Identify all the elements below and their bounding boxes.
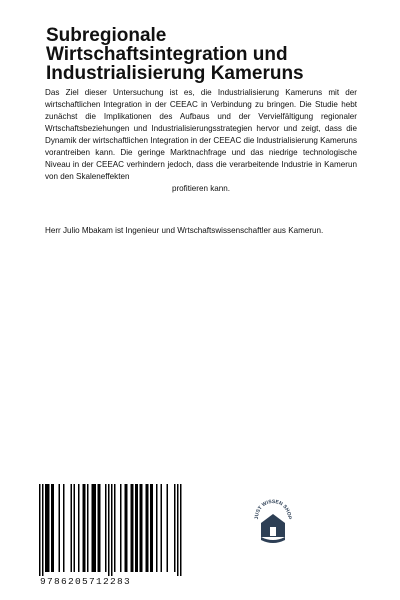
barcode-bar [131, 484, 133, 572]
barcode-bar [83, 484, 85, 572]
barcode-bar [167, 484, 169, 572]
barcode-bar [42, 484, 44, 576]
barcode-bar [63, 484, 65, 572]
book-title-line-3: Industrialisierung Kameruns [46, 63, 304, 84]
barcode-bar [98, 484, 100, 572]
barcode-bar [84, 484, 86, 572]
isbn-barcode [36, 484, 184, 589]
barcode-bar [51, 484, 53, 572]
barcode-bar [59, 484, 61, 572]
barcode-bar [137, 484, 139, 572]
barcode-bar [125, 484, 127, 572]
book-title [46, 26, 366, 83]
book-blurb-main: Das Ziel dieser Untersuchung ist es, die Industrialisierung Kameruns mit der wirtschaftlichen Integration in der CEEAC in Verbindung zu bringen. Die Studie hebt zunächst die Implikationen des Aufbaus und der Vervielfältigung regionaler Wrtschaftsbeziehungen und Industrialisierungsstrategien hervor und zeigt, dass die Dynamik der wirtschaftlichen Integration in der CEEAC die Industrialisierung Kameruns vorantreiben kann. Die geringe Marktnachfrage und das niedrige technologische Niveau in der CEEAC verhindern jedoch, dass die verarbeitende Industrie in Kamerun von den Skaleneffekten [45, 88, 357, 181]
book-blurb [45, 87, 357, 195]
barcode-bars [36, 484, 184, 576]
barcode-bar [126, 484, 128, 572]
barcode-bar [74, 484, 76, 572]
book-blurb-last-line: profitieren kann. [171, 184, 231, 193]
publisher-logo-text: JUST WISSEN SHOP [253, 498, 293, 520]
barcode-bar [150, 484, 152, 572]
barcode-bar [135, 484, 137, 572]
barcode-bar [92, 484, 94, 572]
barcode-bar [146, 484, 148, 572]
barcode-bar [114, 484, 116, 572]
barcode-bar [141, 484, 143, 572]
barcode-bar [53, 484, 55, 572]
barcode-bar [174, 484, 176, 572]
barcode-bar [120, 484, 122, 572]
barcode-bar [147, 484, 149, 572]
barcode-bar [140, 484, 142, 572]
barcode-bar [177, 484, 179, 576]
barcode-bar [132, 484, 134, 572]
barcode-bar [161, 484, 163, 572]
barcode-bar [152, 484, 154, 572]
barcode-bar [45, 484, 47, 572]
author-bio: Herr Julio Mbakam ist Ingenieur und Wrtschaftswissenschaftler aus Kamerun. [45, 226, 324, 235]
publisher-book-shape [261, 537, 285, 543]
barcode-bar [71, 484, 73, 572]
barcode-bar [99, 484, 101, 572]
publisher-logo [252, 496, 294, 550]
barcode-bar [78, 484, 80, 572]
book-title-line-2: Wirtschaftsintegration und [46, 44, 288, 65]
barcode-bar [39, 484, 41, 576]
barcode-bar [48, 484, 50, 572]
barcode-bar [156, 484, 158, 572]
barcode-bar [108, 484, 110, 576]
barcode-bar [180, 484, 182, 576]
barcode-bar [105, 484, 107, 572]
book-title-line-1: Subregionale [46, 25, 167, 46]
barcode-bar [87, 484, 89, 572]
barcode-bar [93, 484, 95, 572]
barcode-bar [111, 484, 113, 576]
barcode-bar [95, 484, 97, 572]
isbn-number: 9786205712283 [40, 576, 132, 587]
barcode-bar [47, 484, 49, 572]
